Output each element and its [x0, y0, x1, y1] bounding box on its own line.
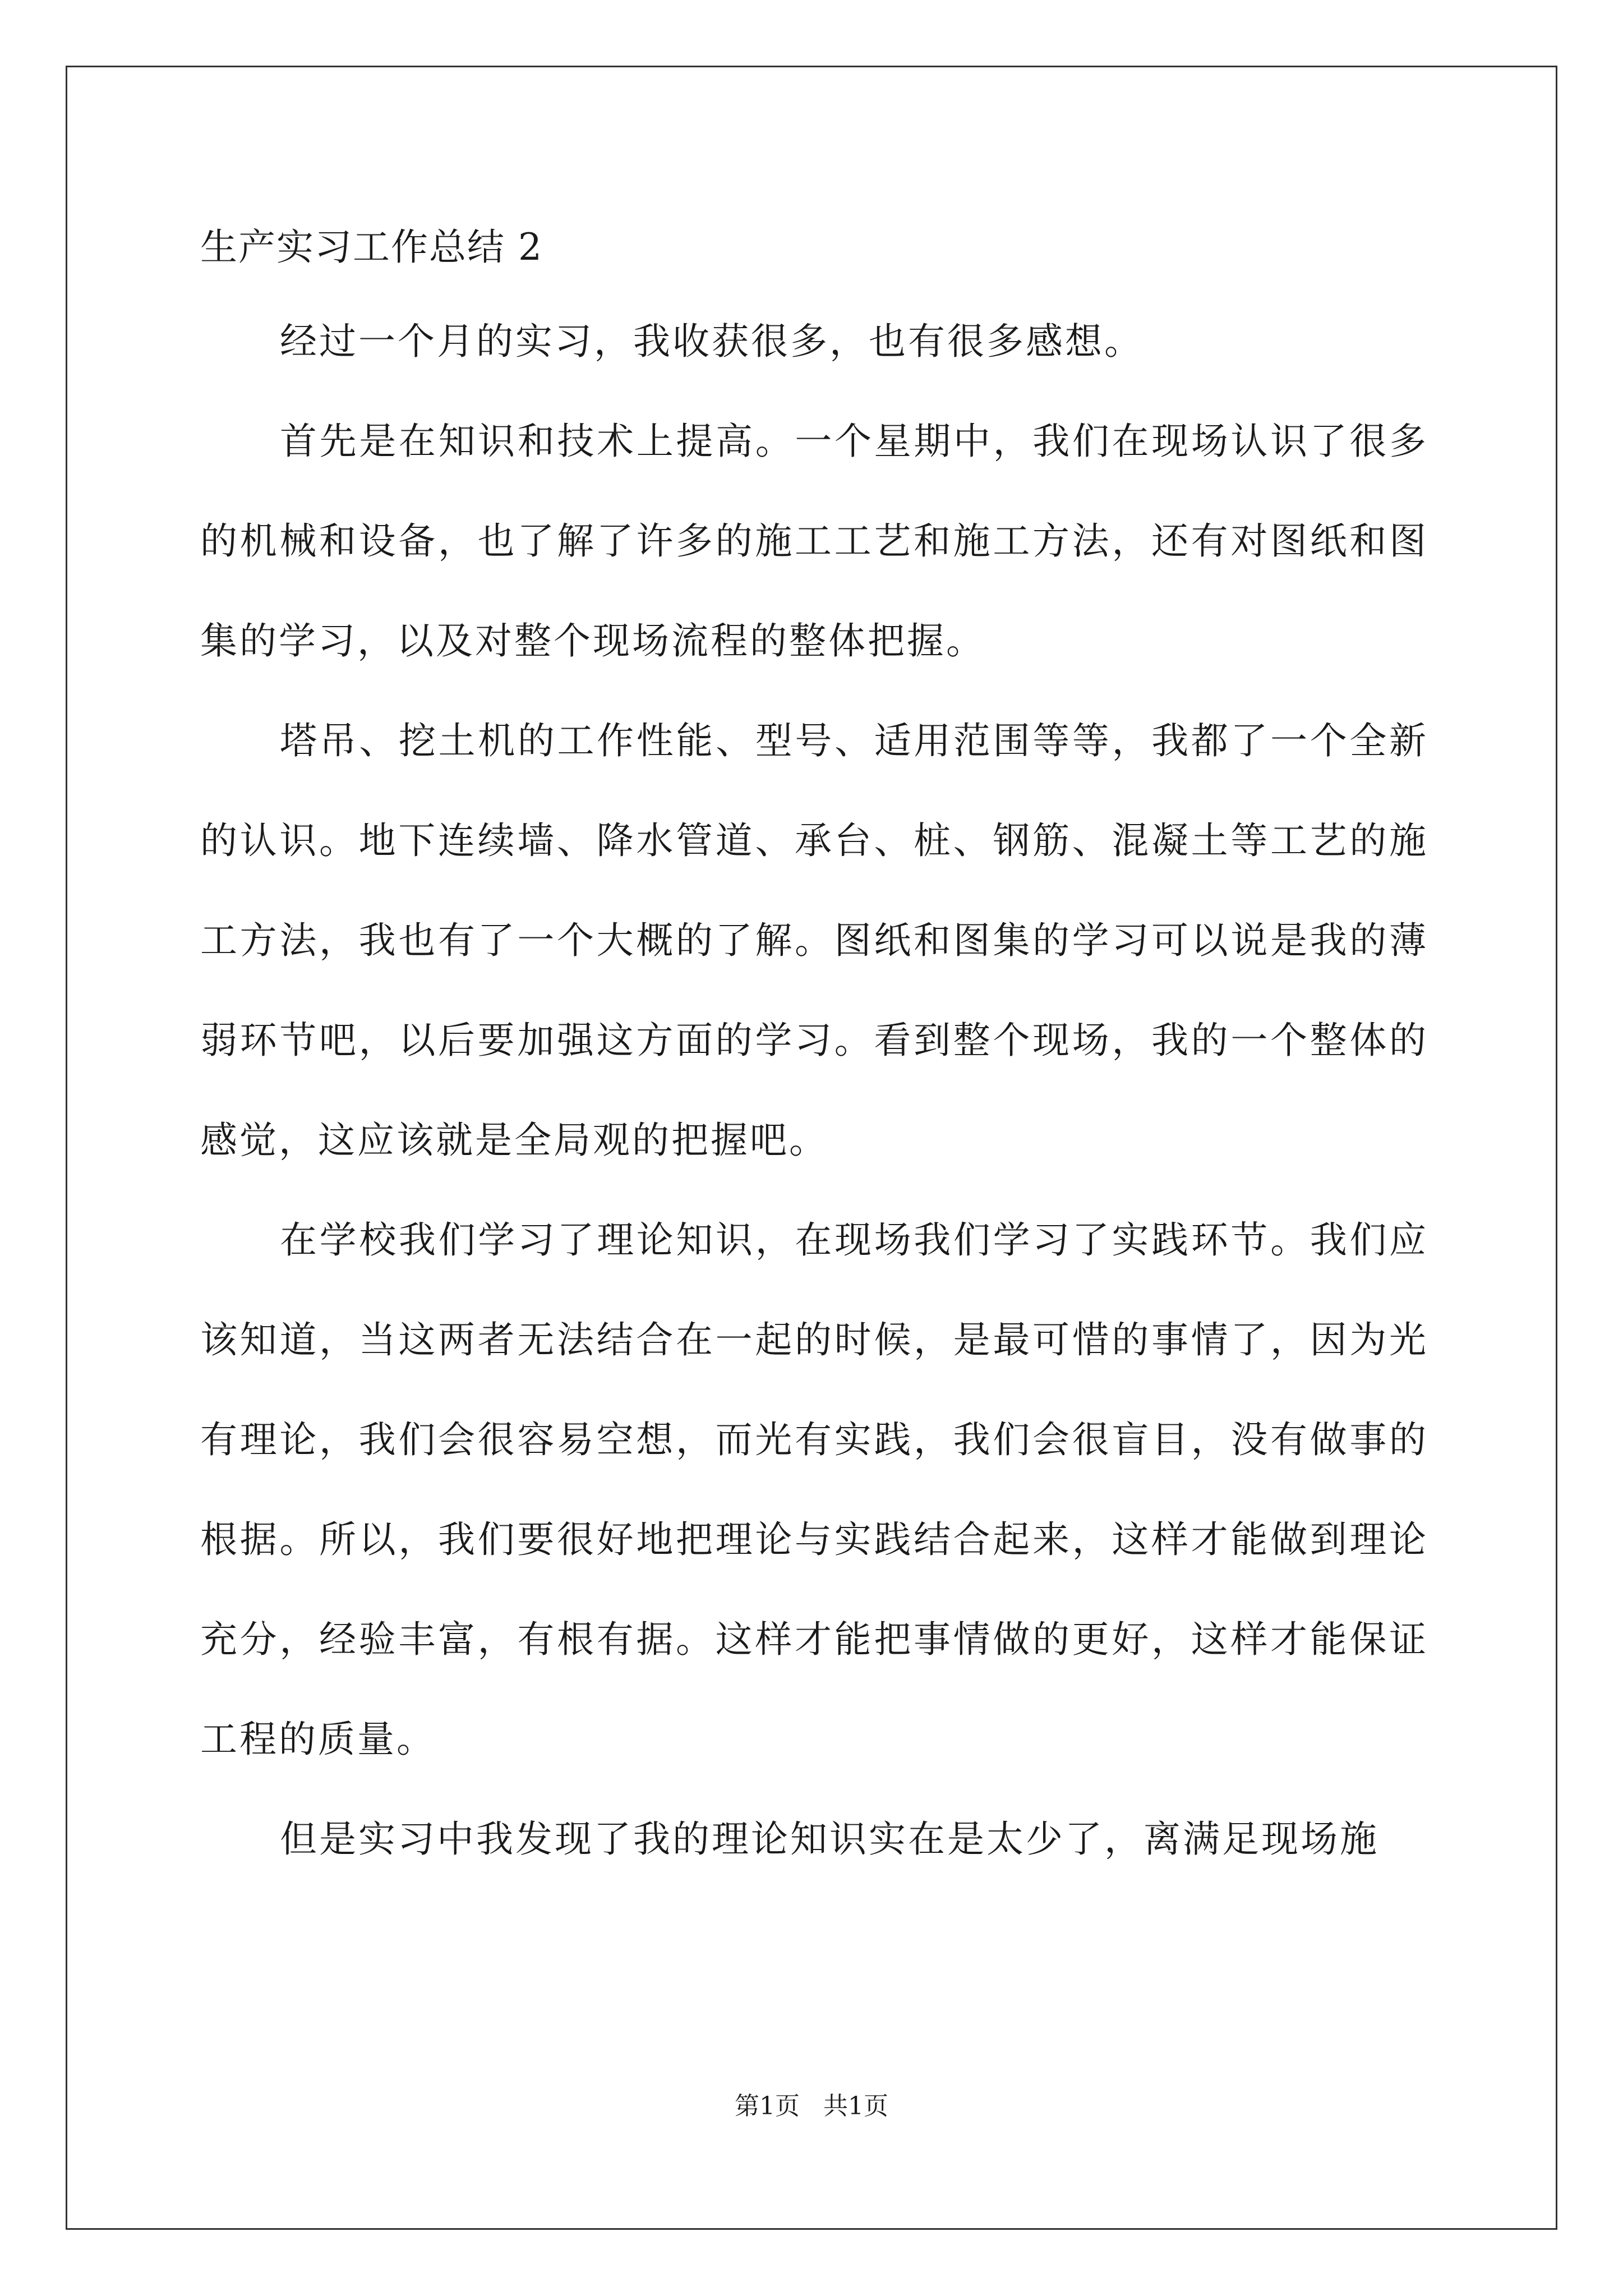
- paragraph: 经过一个月的实习，我收获很多，也有很多感想。: [280, 320, 1144, 363]
- paragraph: 塔吊、挖土机的工作性能、型号、适用范围等等，我都了一个全新的认识。地下连续墙、降水管道、承台、桩、钢筋、混凝土等工艺的施工方法，我也有了一个大概的了解。图纸和图集的学习可以说是我的薄弱环节吧，以后要加强这方面的学习。看到整个现场，我的一个整体的感觉，这应该就是全局观的把握吧。: [200, 719, 1428, 1162]
- document-body: [200, 292, 1428, 1889]
- paragraph: 首先是在知识和技术上提高。一个星期中，我们在现场认识了很多的机械和设备，也了解了许多的施工工艺和施工方法，还有对图纸和图集的学习，以及对整个现场流程的整体把握。: [200, 420, 1428, 662]
- page-footer: 第1页 共1页: [735, 2092, 888, 2120]
- document-title: 生产实习工作总结 2: [200, 226, 543, 269]
- paragraph: 在学校我们学习了理论知识，在现场我们学习了实践环节。我们应该知道，当这两者无法结合在一起的时候，是最可惜的事情了，因为光有理论，我们会很容易空想，而光有实践，我们会很盲目，没有做事的根据。所以，我们要很好地把理论与实践结合起来，这样才能做到理论充分，经验丰富，有根有据。这样才能把事情做的更好，这样才能保证工程的质量。: [200, 1218, 1428, 1761]
- paragraph: 但是实习中我发现了我的理论知识实在是太少了，离满足现场施: [280, 1818, 1379, 1861]
